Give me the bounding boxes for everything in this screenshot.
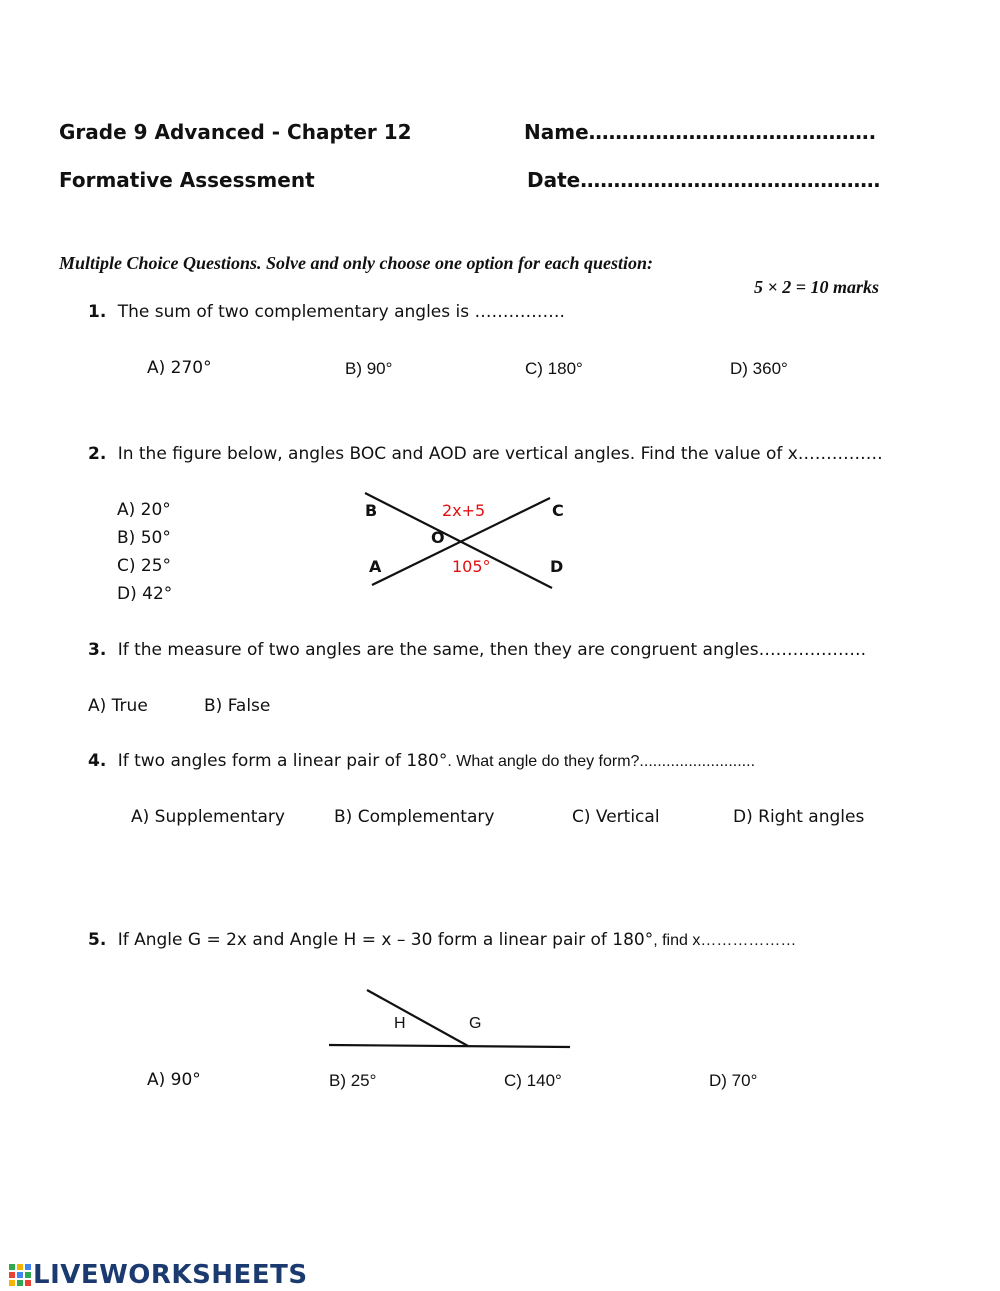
question-number: 5.	[88, 930, 107, 950]
angle-boc-label: 2x+5	[442, 501, 486, 520]
question-number: 2.	[88, 444, 107, 464]
question-text: If two angles form a linear pair of 180°	[117, 751, 448, 771]
label-a: A	[369, 557, 382, 576]
logo-blocks-icon	[9, 1262, 31, 1288]
name-field[interactable]: Name…………………………………….	[524, 120, 877, 144]
linear-pair-figure	[325, 985, 575, 1055]
question-text: If Angle G = 2x and Angle H = x – 30 form a linear pair of 180°	[117, 930, 654, 950]
question-number: 4.	[88, 751, 107, 771]
question-2	[88, 444, 883, 464]
q5-option-c[interactable]: C) 140°	[504, 1071, 562, 1090]
q2-option-b[interactable]: B) 50°	[117, 528, 171, 548]
question-text: If the measure of two angles are the same, then they are congruent angles……………….	[117, 640, 866, 660]
question-3	[88, 640, 866, 660]
label-c: C	[552, 501, 564, 520]
label-o: O	[431, 528, 445, 547]
question-5	[88, 930, 796, 950]
q1-option-b[interactable]: B) 90°	[345, 359, 393, 378]
question-1	[88, 302, 565, 322]
worksheet-subtitle: Formative Assessment	[59, 168, 315, 192]
q2-option-c[interactable]: C) 25°	[117, 556, 172, 576]
question-text-tail: . What angle do they form?..........................	[447, 753, 756, 770]
question-text-tail: , find x………………	[653, 932, 797, 949]
question-text: The sum of two complementary angles is …………….	[117, 302, 565, 322]
marks: 5 × 2 = 10 marks	[753, 277, 879, 297]
label-g: G	[469, 1015, 482, 1032]
label-d: D	[550, 557, 564, 576]
q3-option-b[interactable]: B) False	[204, 696, 271, 716]
label-h: H	[394, 1015, 406, 1032]
question-number: 1.	[88, 302, 107, 322]
label-b: B	[365, 501, 378, 520]
date-field[interactable]: Date………………………………………	[527, 168, 881, 192]
q4-option-b[interactable]: B) Complementary	[334, 807, 495, 827]
base-line	[329, 1045, 570, 1047]
q5-option-a[interactable]: A) 90°	[147, 1070, 201, 1090]
q1-option-c[interactable]: C) 180°	[525, 359, 583, 378]
q4-option-c[interactable]: C) Vertical	[572, 807, 660, 827]
angle-aod-label: 105°	[452, 557, 491, 576]
q5-option-b[interactable]: B) 25°	[329, 1071, 377, 1090]
q2-option-a[interactable]: A) 20°	[117, 500, 171, 520]
q3-option-a[interactable]: A) True	[88, 696, 148, 716]
question-text: In the figure below, angles BOC and AOD are vertical angles. Find the value of x……………	[117, 444, 883, 464]
liveworksheets-logo[interactable]	[9, 1260, 308, 1290]
q4-option-a[interactable]: A) Supplementary	[131, 807, 285, 827]
q2-option-d[interactable]: D) 42°	[117, 584, 173, 604]
question-4	[88, 751, 755, 771]
q1-option-d[interactable]: D) 360°	[730, 359, 788, 378]
question-number: 3.	[88, 640, 107, 660]
instructions: Multiple Choice Questions. Solve and only choose one option for each question:	[59, 253, 654, 273]
q5-option-d[interactable]: D) 70°	[709, 1071, 758, 1090]
worksheet-title: Grade 9 Advanced - Chapter 12	[59, 120, 412, 144]
q4-option-d[interactable]: D) Right angles	[733, 807, 865, 827]
q1-option-a[interactable]: A) 270°	[147, 358, 212, 378]
brand-name: LIVEWORKSHEETS	[33, 1260, 308, 1290]
ray-line	[367, 990, 468, 1046]
